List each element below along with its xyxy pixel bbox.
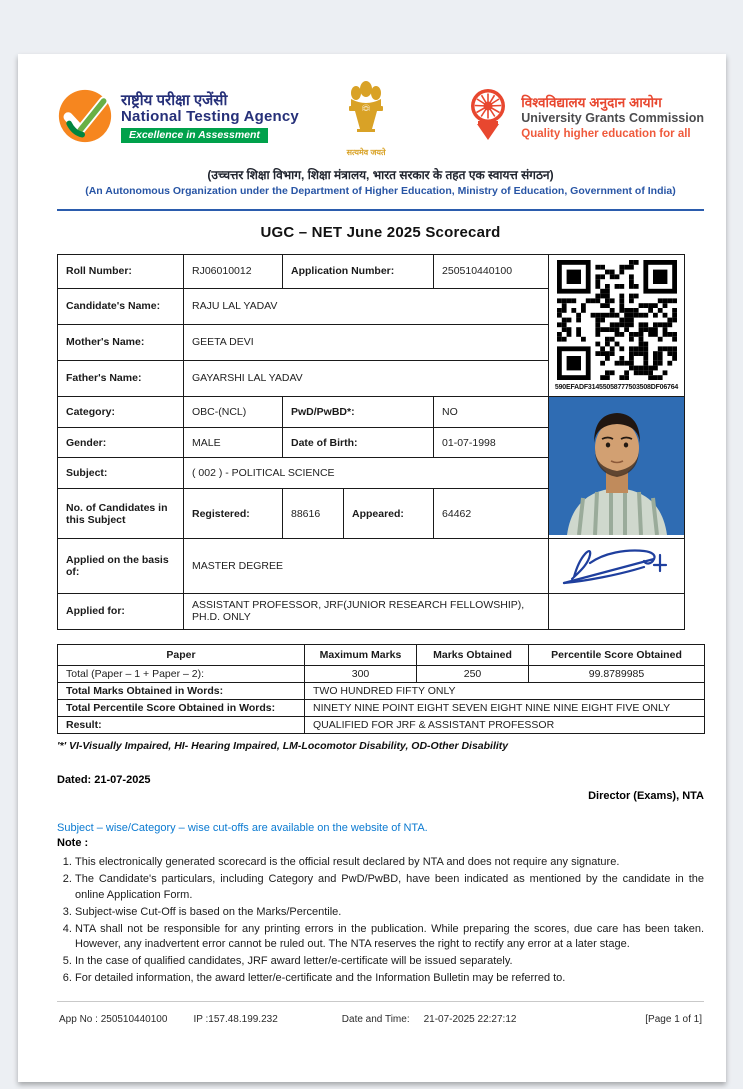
nta-check-icon xyxy=(57,88,113,149)
footer-ip: IP :157.48.199.232 xyxy=(193,1014,278,1026)
gender-label: Gender: xyxy=(58,427,184,458)
col-header-max-marks: Maximum Marks xyxy=(305,644,417,665)
applied-for-value: ASSISTANT PROFESSOR, JRF(JUNIOR RESEARCH FELLOWSHIP), PH.D. ONLY xyxy=(184,593,549,629)
qr-code xyxy=(557,260,677,380)
candidate-photo-cell xyxy=(549,396,685,538)
table-row xyxy=(58,716,705,733)
list-item: 1. This electronically generated scorecard is the official result declared by NTA and does not require any signature. xyxy=(75,855,704,871)
mother-name-value: GEETA DEVI xyxy=(184,324,549,360)
ashoka-emblem-icon xyxy=(339,79,393,146)
cutoff-info-line: Subject – wise/Category – wise cut-offs are available on the website of NTA. xyxy=(57,821,428,834)
ugc-name-english: University Grants Commission xyxy=(521,111,704,126)
marks-obtained-value: 250 xyxy=(417,665,529,682)
empty-cell xyxy=(549,593,685,629)
org-line-hindi: (उच्चत्तर शिक्षा विभाग, शिक्षा मंत्रालय, भारत सरकार के तहत एक स्वायत्त संगठन) xyxy=(207,168,554,182)
footer xyxy=(57,1001,704,1025)
total-paper-label: Total (Paper – 1 + Paper – 2): xyxy=(58,665,305,682)
notes-list xyxy=(57,855,704,988)
candidate-table xyxy=(57,254,685,630)
dob-label: Date of Birth: xyxy=(283,427,434,458)
table-row xyxy=(58,682,705,699)
ashoka-emblem xyxy=(339,79,393,158)
application-number-label: Application Number: xyxy=(283,254,434,288)
pwd-value: NO xyxy=(434,396,549,427)
table-row xyxy=(58,538,685,593)
list-item: 6. For detailed information, the award letter/e-certificate and the Information Bulletin may be referred to. xyxy=(75,971,704,987)
nta-tagline: Excellence in Assessment xyxy=(121,128,268,143)
ugc-tagline: Quality higher education for all xyxy=(521,128,691,141)
candidate-name-label: Candidate's Name: xyxy=(58,288,184,324)
registered-label: Registered: xyxy=(184,489,283,538)
father-name-value: GAYARSHI LAL YADAV xyxy=(184,360,549,396)
candidate-photo xyxy=(549,397,685,535)
subject-label: Subject: xyxy=(58,458,184,489)
percentile-words-label: Total Percentile Score Obtained in Words: xyxy=(58,699,305,716)
table-row xyxy=(58,396,685,427)
marks-table xyxy=(57,644,705,734)
application-number-value: 250510440100 xyxy=(434,254,549,288)
qr-hash: 590EFADF31455058777503508DF06764 xyxy=(554,383,679,391)
footer-datetime-value: 21-07-2025 22:27:12 xyxy=(423,1014,517,1026)
gender-value: MALE xyxy=(184,427,283,458)
header-divider xyxy=(57,209,704,211)
list-item: 2. The Candidate's particulars, including Category and PwD/PwBD, have been indicated as mentioned by the candidate in the online Application Form. xyxy=(75,872,704,904)
org-line-english: (An Autonomous Organization under the Department of Higher Education, Ministry of Education, Government of India) xyxy=(85,185,676,197)
signature-cell xyxy=(549,538,685,593)
page-title: UGC – NET June 2025 Scorecard xyxy=(260,223,501,241)
mother-name-label: Mother's Name: xyxy=(58,324,184,360)
col-header-paper: Paper xyxy=(58,644,305,665)
note-heading: Note : xyxy=(57,836,89,849)
marks-words-value: TWO HUNDRED FIFTY ONLY xyxy=(305,682,705,699)
table-row xyxy=(58,254,685,288)
footer-app-no: App No : 250510440100 xyxy=(59,1014,168,1026)
category-label: Category: xyxy=(58,396,184,427)
applied-for-label: Applied for: xyxy=(58,593,184,629)
appeared-value: 64462 xyxy=(434,489,549,538)
ugc-emblem-icon xyxy=(463,86,513,151)
table-row xyxy=(58,699,705,716)
basis-label: Applied on the basis of: xyxy=(58,538,184,593)
table-row xyxy=(58,593,685,629)
result-value: QUALIFIED FOR JRF & ASSISTANT PROFESSOR xyxy=(305,716,705,733)
category-value: OBC-(NCL) xyxy=(184,396,283,427)
basis-value: MASTER DEGREE xyxy=(184,538,549,593)
max-marks-value: 300 xyxy=(305,665,417,682)
list-item: 5. In the case of qualified candidates, JRF award letter/e-certificate will be issued separately. xyxy=(75,954,704,970)
scorecard-sheet xyxy=(18,54,726,1082)
num-candidates-label: No. of Candidates in this Subject xyxy=(58,489,184,538)
nta-logo xyxy=(57,88,299,149)
col-header-marks-obtained: Marks Obtained xyxy=(417,644,529,665)
roll-number-label: Roll Number: xyxy=(58,254,184,288)
subject-value: ( 002 ) - POLITICAL SCIENCE xyxy=(184,458,549,489)
dob-value: 01-07-1998 xyxy=(434,427,549,458)
table-row xyxy=(58,665,705,682)
ugc-name-hindi: विश्वविद्यालय अनुदान आयोग xyxy=(521,94,662,110)
pwd-label: PwD/PwBD*: xyxy=(283,396,434,427)
nta-name-hindi: राष्ट्रीय परीक्षा एजेंसी xyxy=(121,92,228,110)
dated-line: Dated: 21-07-2025 xyxy=(57,773,151,786)
qr-code-cell xyxy=(549,254,685,396)
org-lines xyxy=(57,166,704,200)
nta-name-english: National Testing Agency xyxy=(121,107,299,125)
footer-page-number: [Page 1 of 1] xyxy=(645,1014,702,1026)
candidate-signature xyxy=(556,541,678,587)
col-header-percentile: Percentile Score Obtained xyxy=(529,644,705,665)
roll-number-value: RJ06010012 xyxy=(184,254,283,288)
appeared-label: Appeared: xyxy=(344,489,434,538)
percentile-words-value: NINETY NINE POINT EIGHT SEVEN EIGHT NINE NINE EIGHT FIVE ONLY xyxy=(305,699,705,716)
ashoka-motto: सत्यमेव जयते xyxy=(346,147,386,157)
marks-words-label: Total Marks Obtained in Words: xyxy=(58,682,305,699)
table-row xyxy=(58,644,705,665)
list-item: 3. Subject-wise Cut-Off is based on the Marks/Percentile. xyxy=(75,905,704,921)
registered-value: 88616 xyxy=(283,489,344,538)
candidate-name-value: RAJU LAL YADAV xyxy=(184,288,549,324)
director-line: Director (Exams), NTA xyxy=(588,789,704,802)
percentile-value: 99.8789985 xyxy=(529,665,705,682)
header xyxy=(57,74,704,162)
disability-footnote: '*' VI-Visually Impaired, HI- Hearing Impaired, LM-Locomotor Disability, OD-Other Disability xyxy=(57,739,509,752)
father-name-label: Father's Name: xyxy=(58,360,184,396)
footer-datetime-label: Date and Time: xyxy=(341,1014,410,1026)
result-label: Result: xyxy=(58,716,305,733)
ugc-logo xyxy=(463,86,704,151)
list-item: 4. NTA shall not be responsible for any printing errors in the publication. While preparing the scores, due care has been taken. However, any inadvertent error cannot be ruled out. The NTA reserves the right to rectify any error at a later stage. xyxy=(75,922,704,954)
